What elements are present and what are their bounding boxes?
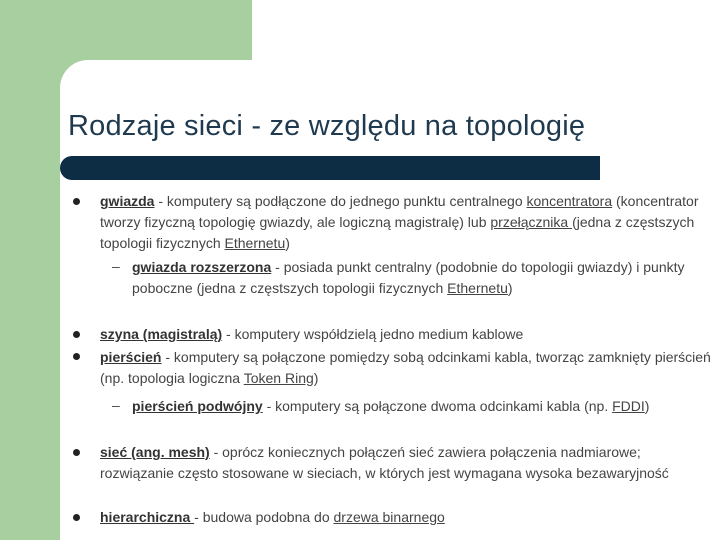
dash-marker: – <box>112 397 120 413</box>
term-hierarchiczna[interactable]: hierarchiczna <box>100 509 195 525</box>
link-ethernetu[interactable]: Ethernetu <box>447 280 508 296</box>
link-drzewa-binarnego[interactable]: drzewa binarnego <box>333 509 445 525</box>
term-pierscien[interactable]: pierścień <box>100 349 162 365</box>
title-underline-bar <box>60 156 600 180</box>
item-text: - komputery współdzielą jedno medium kablowe <box>222 326 524 342</box>
list-item-gwiazda-rozszerzona <box>132 257 712 299</box>
item-text: - posiada punkt centralny (podobnie do topologii gwiazdy) i punkty poboczne (jedna z częstszych topologii fizycznych <box>132 259 685 296</box>
bullet-icon <box>73 198 80 205</box>
list-item-pierscien-podwojny <box>132 396 712 417</box>
term-gwiazda-rozszerzona[interactable]: gwiazda rozszerzona <box>132 259 272 275</box>
list-item-hierarchiczna <box>100 507 712 528</box>
item-text: (koncentrator tworzy fizyczną topologię gwiazdy, ale logiczną magistralę) lub <box>100 193 699 230</box>
term-szyna[interactable]: szyna (magistralą) <box>100 326 223 342</box>
item-text: ) <box>285 235 290 251</box>
bullet-icon <box>73 353 80 360</box>
item-text: ) <box>644 398 650 414</box>
bullet-icon <box>73 331 80 338</box>
bullet-icon <box>73 449 80 456</box>
item-text: - komputery są połączone pomiędzy sobą odcinkami kabla, tworząc zamknięty pierścień (np. topologia logiczna <box>100 349 711 386</box>
slide-title: Rodzaje sieci - ze względu na topologię <box>68 110 586 142</box>
list-item-pierscien <box>100 347 712 389</box>
link-token-ring[interactable]: Token Ring <box>243 370 314 386</box>
item-text: ) <box>507 280 513 296</box>
term-pierscien-podwojny[interactable]: pierścień podwójny <box>132 398 263 414</box>
list-item-gwiazda <box>100 191 712 254</box>
item-text: - komputery są połączone dwoma odcinkami kabla (np. <box>262 398 613 414</box>
link-ethernetu[interactable]: Ethernetu <box>224 235 286 251</box>
item-text: - oprócz koniecznych połączeń sieć zawiera połączenia nadmiarowe; rozwiązanie często stosowane w sieciach, w których jest wymagana wysoka bezawaryjność <box>100 444 669 481</box>
list-item-szyna <box>100 324 712 345</box>
dash-marker: – <box>112 258 120 274</box>
list-item-siec-mesh <box>100 442 712 484</box>
item-text: ) <box>313 370 319 386</box>
item-text: - budowa podobna do <box>194 509 334 525</box>
item-text: (jedna z częstszych topologii fizycznych <box>100 214 695 251</box>
term-gwiazda[interactable]: gwiazda <box>100 193 155 209</box>
bullet-icon <box>73 514 80 521</box>
link-koncentratora[interactable]: koncentratora <box>526 193 613 209</box>
item-text: - komputery są podłączone do jednego punktu centralnego <box>154 193 527 209</box>
term-siec-mesh[interactable]: sieć (ang. mesh) <box>100 444 210 460</box>
link-fddi[interactable]: FDDI <box>612 398 645 414</box>
link-przelacznika[interactable]: przełącznika <box>490 214 573 230</box>
